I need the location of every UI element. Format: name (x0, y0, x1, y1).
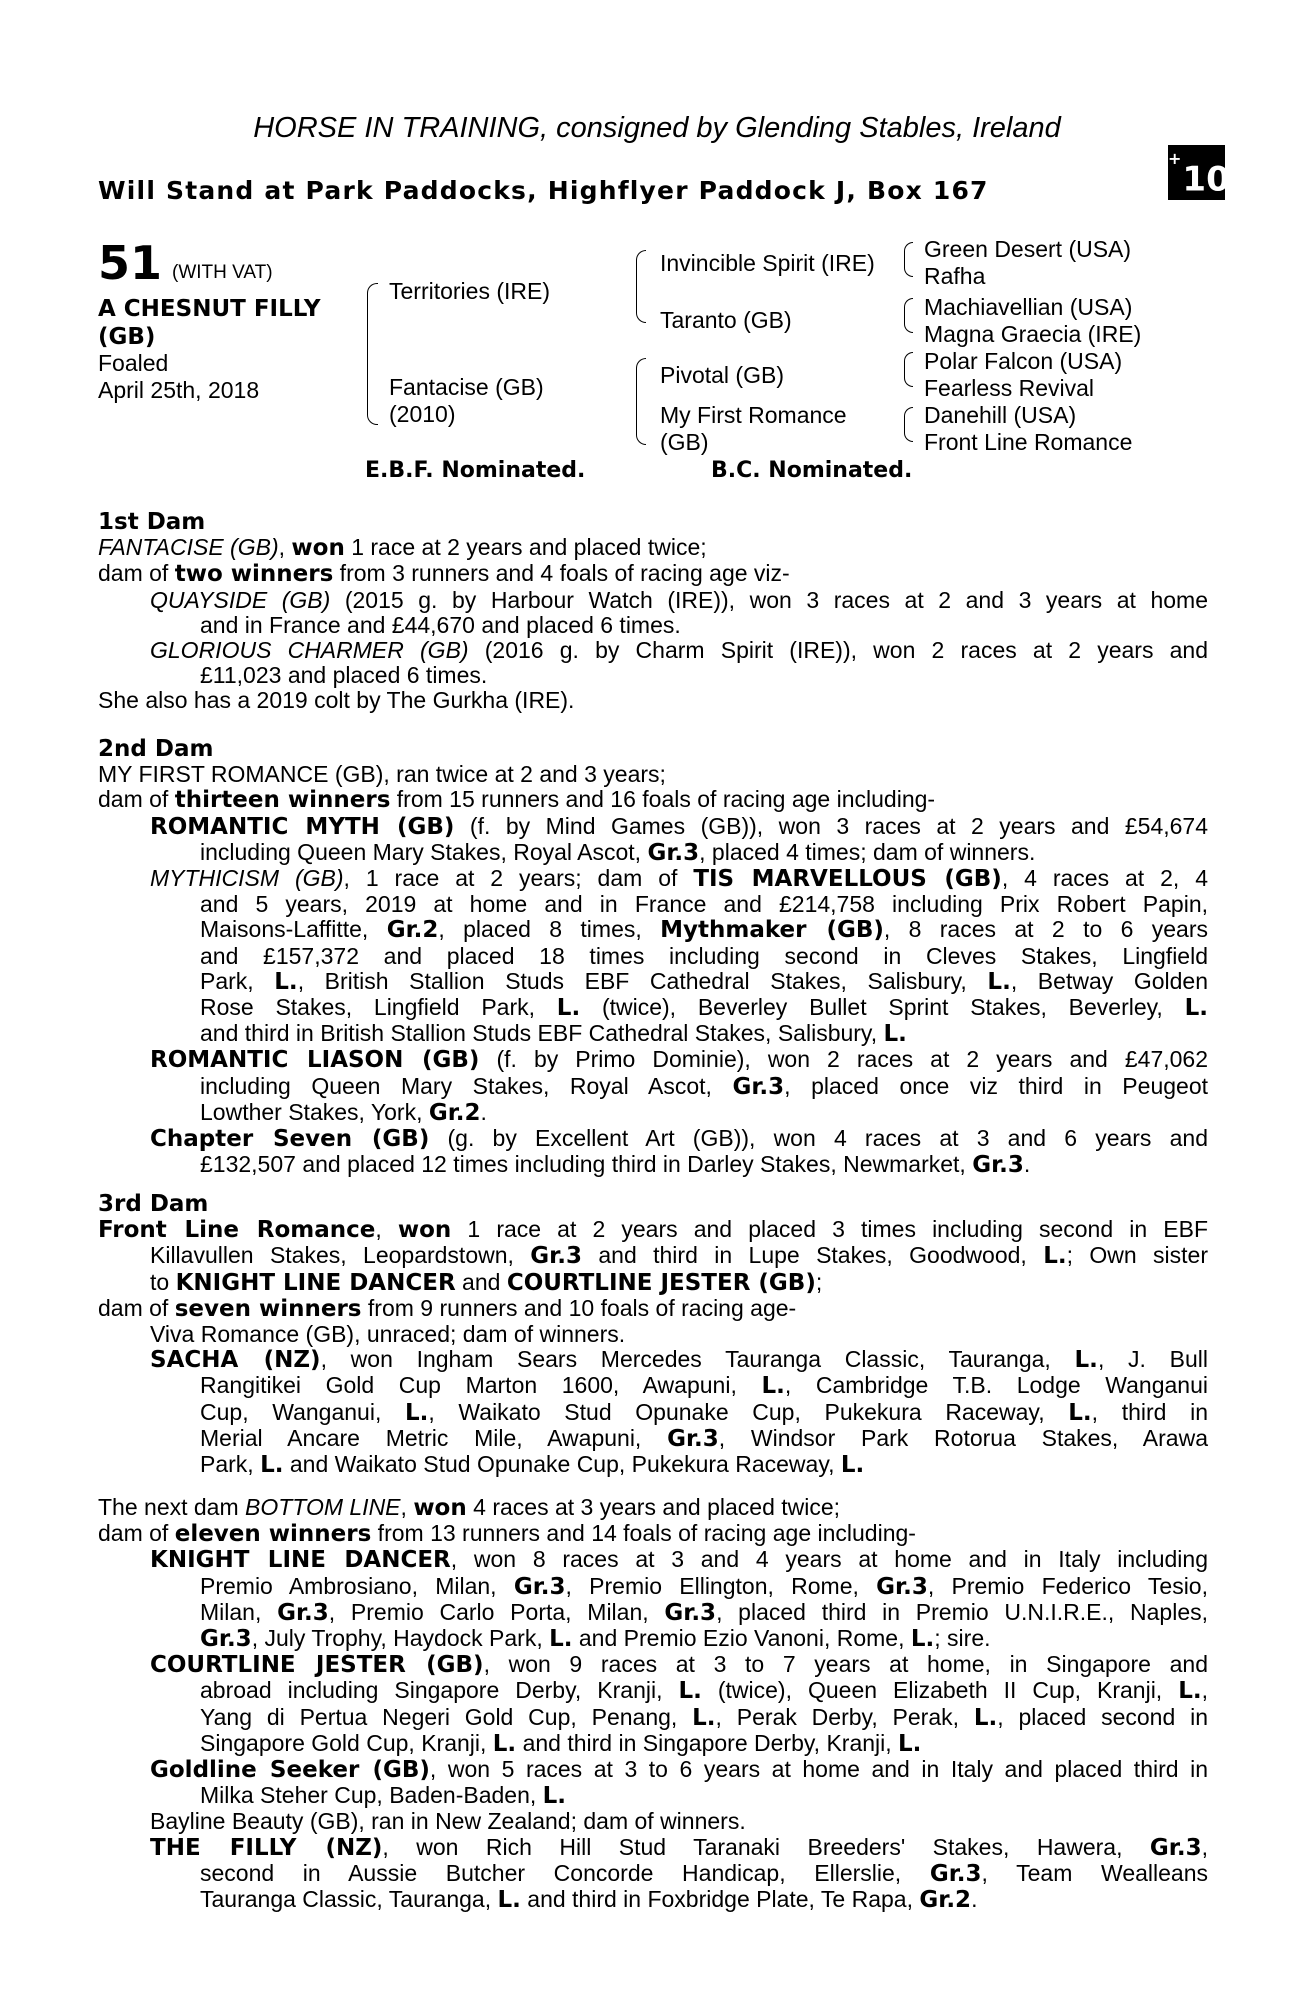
brace (367, 340, 378, 425)
section-heading: 2nd Dam (98, 736, 214, 762)
pedigree-sds: Machiavellian (USA) (924, 294, 1133, 320)
brace (904, 242, 913, 260)
brace (904, 259, 913, 277)
second-dam-section: 2nd Dam MY FIRST ROMANCE (GB), ran twice at 2 and 3 years; dam of thirteen winners from 15 runners and 16 foals of racing age including- ROMANTIC MYTH (GB) (f. by Mind Games (GB)), won 3 races at 2 years and £54,674 including Queen Mary Stakes, Royal Ascot, Gr.3, placed 4 times; dam of winners. MYTHICISM (GB), 1 race at 2 years; dam of TIS MARVELLOUS (GB), 4 races at 2, 4 and 5 years, 2019 at home and in France and £214,758 including Prix Robert Papin, Maisons-Laffitte, Gr.2, placed 8 times, Mythmaker (GB), 8 races at 2 to 6 years and £157,372 and placed 18 times including second in Cleves Stakes, Lingfield Park, L., British Stallion Studs EBF Cathedral Stakes, Salisbury, L., Betway Golden Rose Stakes, Lingfield Park, L. (twice), Beverley Bullet Sprint Stakes, Beverley, L. and third in British Stallion Studs EBF Cathedral Stakes, Salisbury, L. ROMANTIC LIASON (GB) (f. by Primo Dominie), won 2 races at 2 years and £47,062 including Queen Mary Stakes, Royal Ascot, Gr.3, placed once viz third in Peugeot Lowther Stakes, York, Gr.2. Chapter Seven (GB) (g. by Excellent Art (GB)), won 4 races at 3 and 6 years and £132,507 and placed 12 times including third in Darley Stakes, Newmarket, Gr.3. (98, 736, 1209, 1179)
next-dam-section: The next dam BOTTOM LINE, won 4 races at 3 years and placed twice; dam of eleven winners from 13 runners and 14 foals of racing age including- KNIGHT LINE DANCER, won 8 races at 3 and 4 years at home and in Italy including Premio Ambrosiano, Milan, Gr.3, Premio Ellington, Rome, Gr.3, Premio Federico Tesio, Milan, Gr.3, Premio Carlo Porta, Milan, Gr.3, placed third in Premio U.N.I.R.E., Naples, Gr.3, July Trophy, Haydock Park, L. and Premio Ezio Vanoni, Rome, L.; sire. COURTLINE JESTER (GB), won 9 races at 3 to 7 years at home, in Singapore and abroad including Singapore Derby, Kranji, L. (twice), Queen Elizabeth II Cup, Kranji, L., Yang di Pertua Negeri Gold Cup, Penang, L., Perak Derby, Perak, L., placed second in Singapore Gold Cup, Kranji, L. and third in Singapore Derby, Kranji, L. Goldline Seeker (GB), won 5 races at 3 to 6 years at home and in Italy and placed third in Milka Steher Cup, Baden-Baden, L. Bayline Beauty (GB), ran in New Zealand; dam of winners. THE FILLY (NZ), won Rich Hill Stud Taranaki Breeders' Stakes, Hawera, Gr.3, second in Aussie Butcher Concorde Handicap, Ellerslie, Gr.3, Team Wealleans Tauranga Classic, Tauranga, L. and third in Foxbridge Plate, Te Rapa, Gr.2. (98, 1494, 1209, 1914)
first-dam-section: 1st Dam FANTACISE (GB), won 1 race at 2 years and placed twice; dam of two winners from 3 runners and 4 foals of racing age viz- QUAYSIDE (GB) (2015 g. by Harbour Watch (IRE)), won 3 races at 2 and 3 years at home and in France and £44,670 and placed 6 times. GLORIOUS CHARMER (GB) (2016 g. by Charm Spirit (IRE)), won 2 races at 2 years and £11,023 and placed 6 times. She also has a 2019 colt by The Gurkha (IRE). (98, 509, 1208, 714)
pedigree-dss: Polar Falcon (USA) (924, 348, 1123, 374)
pedigree-sire: Territories (IRE) (389, 278, 551, 304)
vat-note: (WITH VAT) (172, 262, 273, 283)
pedigree-sire-sire: Invincible Spirit (IRE) (660, 250, 875, 276)
pedigree-dam-sire: Pivotal (GB) (660, 362, 784, 388)
pedigree-dam-dam: My First Romance (660, 402, 847, 428)
pedigree-sss: Green Desert (USA) (924, 236, 1132, 262)
brace (904, 369, 913, 387)
brace (636, 286, 646, 323)
pedigree-sdd: Magna Graecia (IRE) (924, 321, 1142, 347)
brace (904, 352, 913, 370)
brace (904, 298, 913, 316)
brace (904, 407, 913, 425)
brace (636, 250, 646, 287)
section-heading: 1st Dam (98, 509, 206, 535)
brace (636, 358, 646, 415)
section-heading: 3rd Dam (98, 1191, 209, 1217)
ebf-nominated: E.B.F. Nominated. (365, 458, 586, 483)
brace (367, 283, 378, 341)
foaled-info: Foaled April 25th, 2018 (98, 350, 260, 403)
pedigree-dam-dam-suffix: (GB) (660, 429, 709, 455)
brace (636, 414, 646, 445)
consignment-line: HORSE IN TRAINING, consigned by Glending Stables, Ireland (253, 112, 1061, 144)
pedigree-dds: Danehill (USA) (924, 402, 1077, 428)
pedigree-sire-dam: Taranto (GB) (660, 307, 792, 333)
pedigree-ddd: Front Line Romance (924, 429, 1133, 455)
third-dam-section: 3rd Dam Front Line Romance, won 1 race at 2 years and placed 3 times including second in EBF Killavullen Stakes, Leopardstown, Gr.3 and third in Lupe Stakes, Goodwood, L.; Own sister to KNIGHT LINE DANCER and COURTLINE JESTER (GB); dam of seven winners from 9 runners and 10 foals of racing age- Viva Romance (GB), unraced; dam of winners. SACHA (NZ), won Ingham Sears Mercedes Tauranga Classic, Tauranga, L., J. Bull Rangitikei Gold Cup Marton 1600, Awapuni, L., Cambridge T.B. Lodge Wanganui Cup, Wanganui, L., Waikato Stud Opunake Cup, Pukekura Raceway, L., third in Merial Ancare Metric Mile, Awapuni, Gr.3, Windsor Park Rotorua Stakes, Arawa Park, L. and Waikato Stud Opunake Cup, Pukekura Raceway, L. (98, 1191, 1209, 1479)
bc-nominated: B.C. Nominated. (711, 458, 913, 483)
horse-description: A CHESNUT FILLY (GB) (98, 296, 321, 350)
pedigree-dsd: Fearless Revival (924, 375, 1094, 401)
plus-ten-badge-icon: +10 (1168, 145, 1225, 200)
brace (904, 315, 913, 333)
pedigree-dam: Fantacise (GB) (389, 374, 544, 400)
lot-number: 51 (98, 236, 163, 290)
pedigree-dam-year: (2010) (389, 401, 456, 427)
brace (904, 424, 913, 442)
pedigree-ssd: Rafha (924, 263, 986, 289)
stand-location: Will Stand at Park Paddocks, Highflyer Paddock J, Box 167 (98, 176, 989, 205)
